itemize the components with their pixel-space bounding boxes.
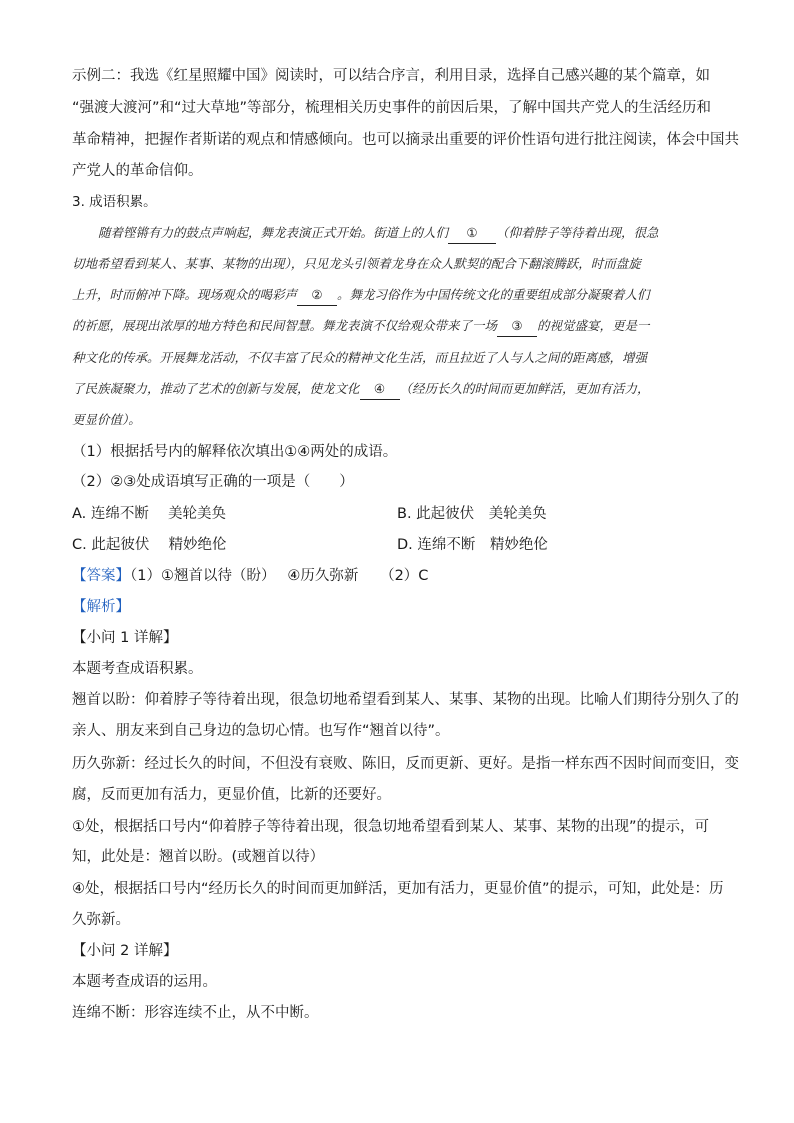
blank-4: ④: [360, 379, 400, 400]
text-line: 腐，反而更加有活力，更显价值，比新的还要好。: [72, 787, 391, 803]
text-line: 知，此处是：翘首以盼。(或翘首以待）: [72, 849, 325, 865]
blank-2: ②: [297, 285, 337, 306]
detail-heading-2: 【小问 2 详解】: [72, 943, 178, 959]
passage-text: 种文化的传承。开展舞龙活动，不仅丰富了民众的精神文化生活，而且拉近了人与人之间的距离感，增强: [72, 350, 648, 365]
answer-line: [72, 566, 428, 586]
answer-text: （1）①翘首以待（盼） ④历久弥新 （2）C: [130, 568, 429, 584]
text-line: 翘首以盼：仰着脖子等待着出现，很急切地希望看到某人、某事、某物的出现。比喻人们期待分别久了的: [72, 692, 739, 708]
text-line: “强渡大渡河”和“过大草地”等部分，梳理相关历史事件的前因后果，了解中国共产党人的生活经历和: [72, 100, 712, 116]
text-line: 产党人的革命信仰。: [72, 163, 203, 179]
text-line: 本题考查成语的运用。: [72, 974, 217, 990]
text-line: 示例二：我选《红星照耀中国》阅读时，可以结合序言，利用目录，选择自己感兴趣的某个篇章，如: [72, 68, 710, 84]
detail-heading-1: 【小问 1 详解】: [72, 630, 178, 646]
passage-text: 更显价值）。: [72, 412, 141, 427]
blank-1: ①: [448, 223, 496, 244]
text-line: 本题考查成语积累。: [72, 661, 203, 677]
text-line: 革命精神，把握作者斯诺的观点和情感倾向。也可以摘录出重要的评价性语句进行批注阅读，体会中国共: [72, 132, 739, 148]
passage-text: 随着铿锵有力的鼓点声响起，舞龙表演正式开始。街道上的人们: [98, 225, 449, 240]
text-line: 历久弥新：经过长久的时间，不但没有衰败、陈旧，反而更新、更好。是指一样东西不因时间而变旧，变: [72, 756, 739, 772]
passage-text: 切地希望看到某人、某事、某物的出现），只见龙头引领着龙身在众人默契的配合下翻滚腾跃，时而盘旋: [72, 256, 641, 271]
text-line: 连绵不断：形容连续不止，从不中断。: [72, 1005, 319, 1021]
passage-text: 上升，时而俯冲下降。现场观众的喝彩声: [72, 287, 298, 302]
text-line: 久弥新。: [72, 912, 130, 928]
blank-3: ③: [497, 316, 537, 337]
passage-text: 的祈愿，展现出浓厚的地方特色和民间智慧。舞龙表演不仅给观众带来了一场: [72, 318, 498, 333]
sub-question-1: （1）根据括号内的解释依次填出①④两处的成语。: [72, 444, 398, 460]
text-line: 亲人、朋友来到自己身边的急切心情。也写作“翘首以待”。: [72, 723, 450, 739]
text-line: ④处，根据括口号内“经历长久的时间而更加鲜活，更加有活力，更显价值”的提示，可知，此处是：历: [72, 881, 724, 897]
sub-question-2: （2）②③处成语填写正确的一项是（ ）: [72, 474, 354, 490]
answer-tag: 【答案】: [72, 568, 130, 584]
option-a: A. 连绵不断 美轮美奂: [72, 506, 226, 522]
option-b: B. 此起彼伏 美轮美奂: [397, 506, 547, 522]
passage-text: （仰着脖子等待着出现，很急: [496, 225, 659, 240]
analysis-tag: 【解析】: [72, 599, 130, 615]
passage-text: 的视觉盛宴，更是一: [537, 318, 650, 333]
question-heading: 3. 成语积累。: [72, 194, 157, 210]
option-c: C. 此起彼伏 精妙绝伦: [72, 537, 227, 553]
option-d: D. 连绵不断 精妙绝伦: [397, 537, 548, 553]
text-line: ①处，根据括口号内“仰着脖子等待着出现，很急切地希望看到某人、某事、某物的出现”的提示，可: [72, 819, 710, 835]
passage-text: （经历长久的时间而更加鲜活，更加有活力，: [399, 381, 650, 396]
passage-text: 了民族凝聚力，推动了艺术的创新与发展，使龙文化: [72, 381, 360, 396]
passage-text: 。舞龙习俗作为中国传统文化的重要组成部分凝聚着人们: [337, 287, 650, 302]
